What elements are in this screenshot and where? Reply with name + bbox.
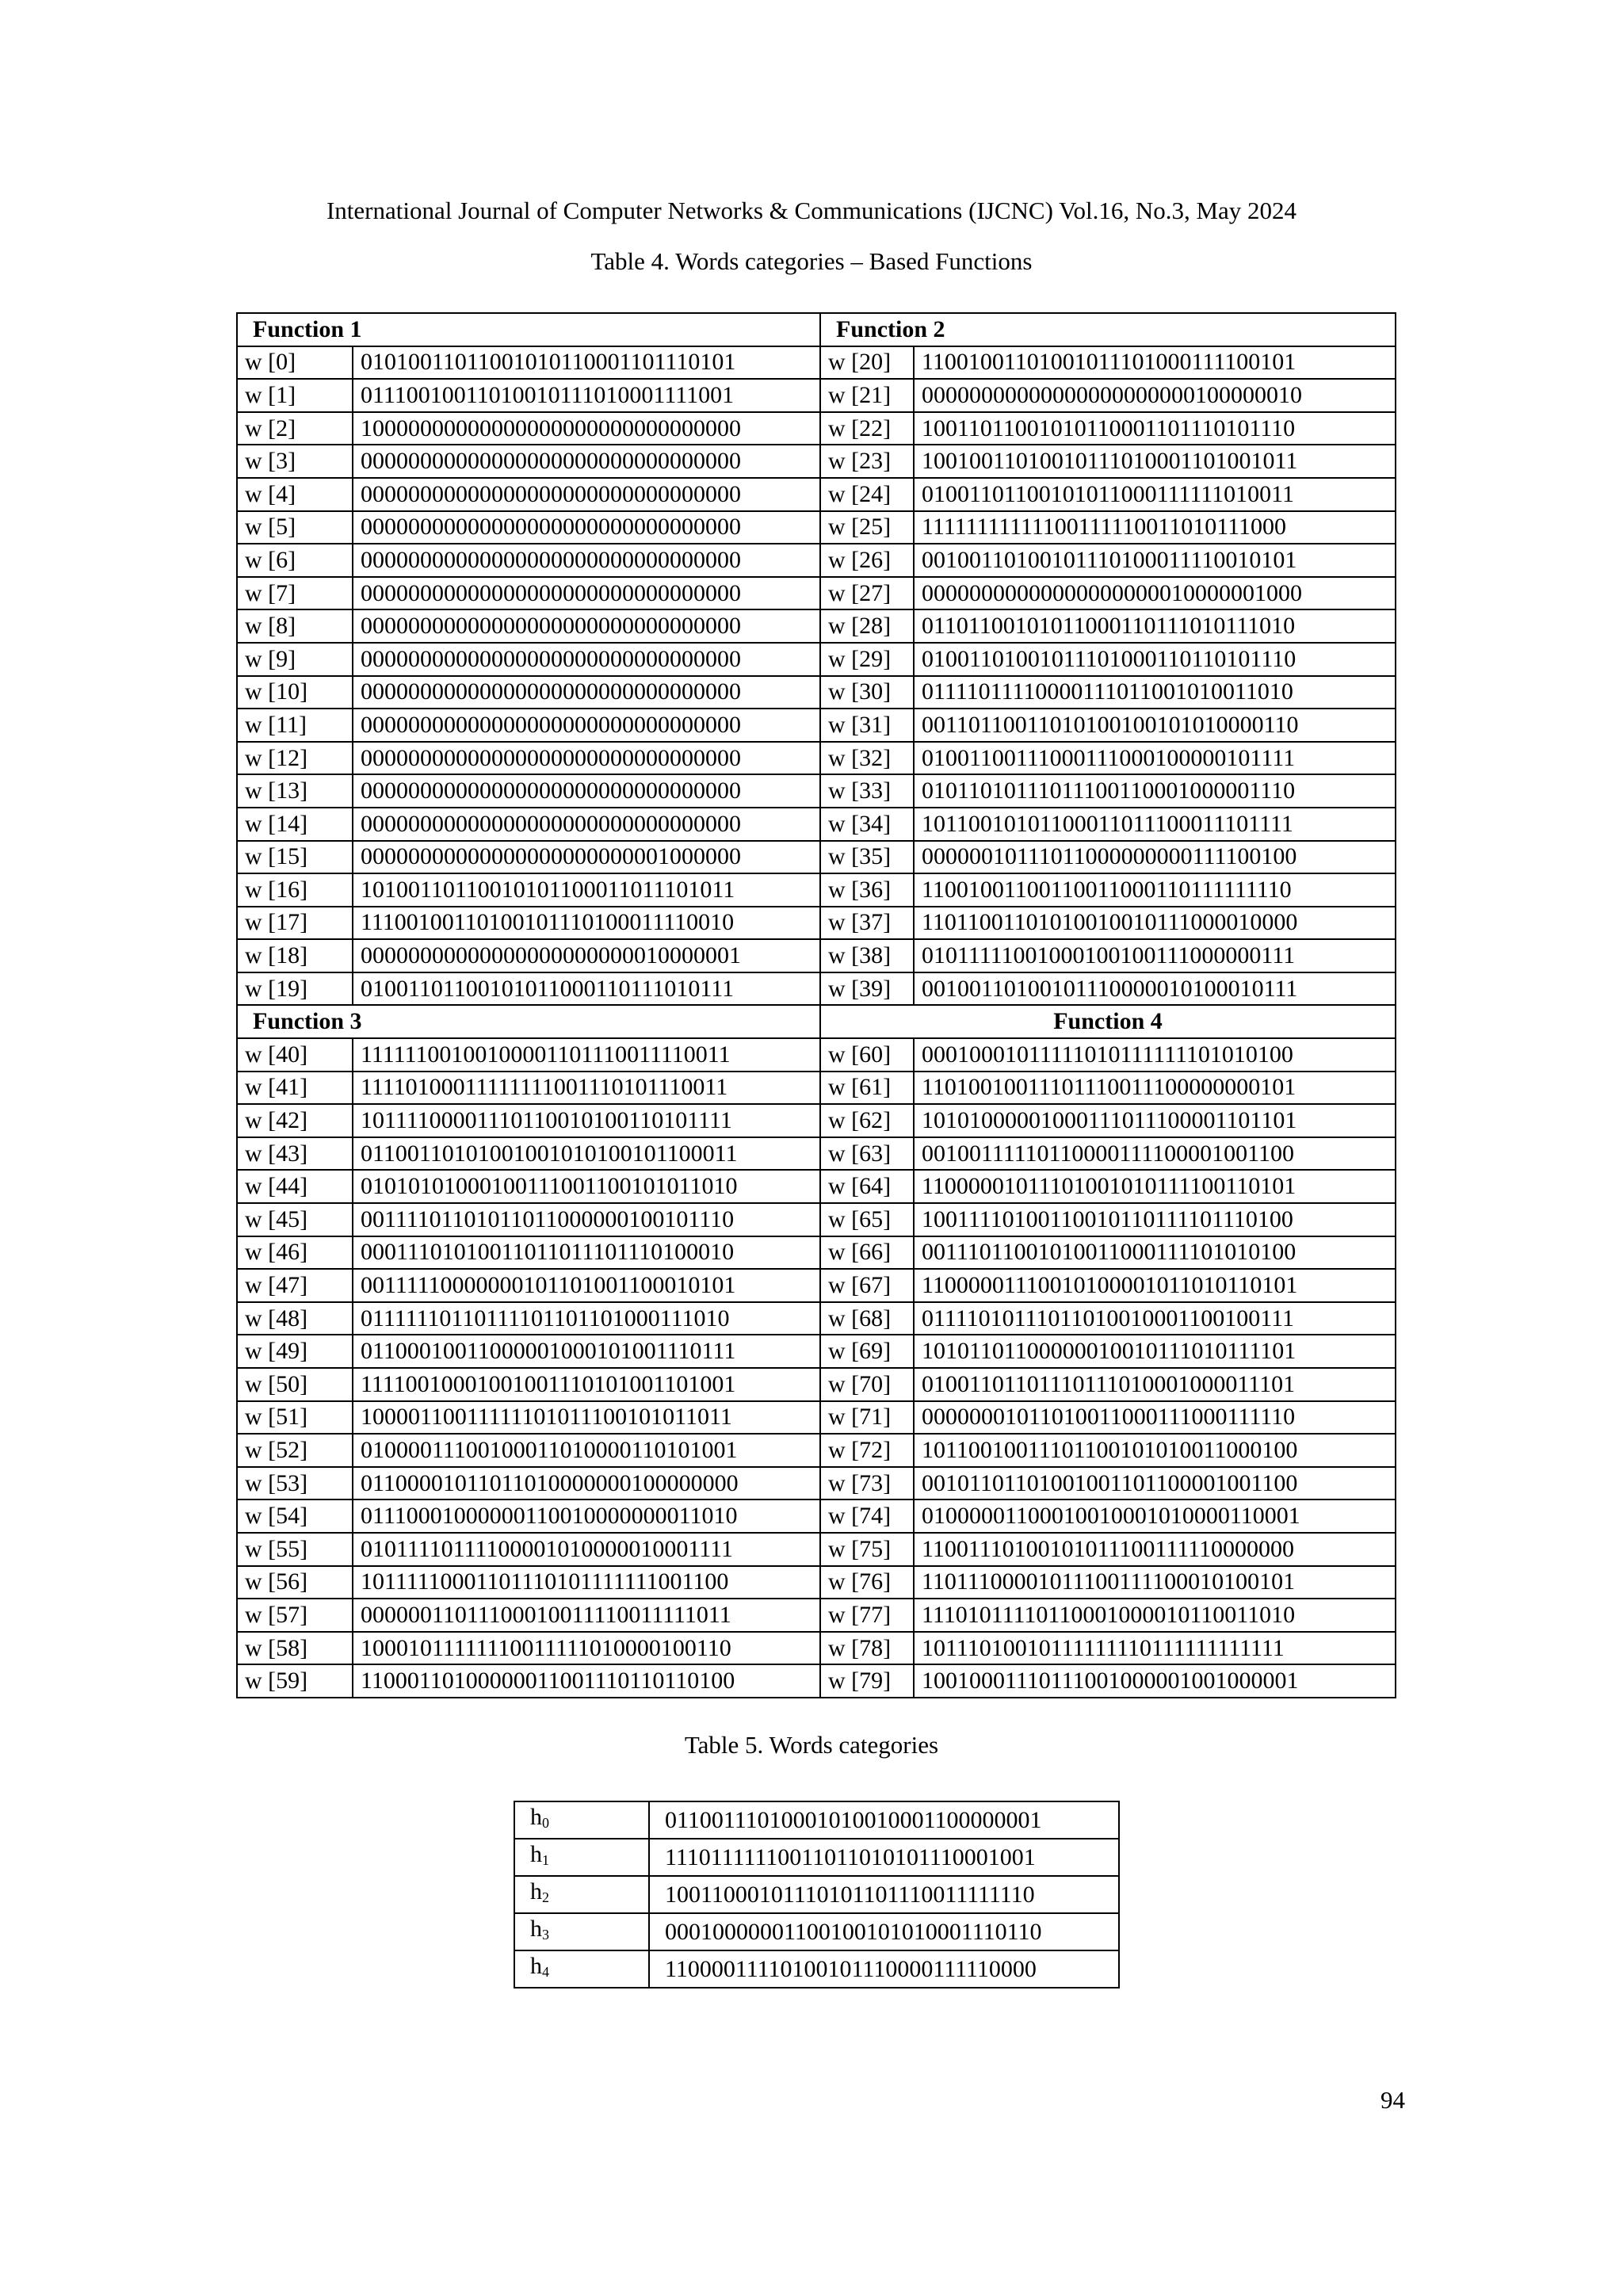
word-label: w [76]: [820, 1566, 914, 1599]
word-value: 00000000000000000000000000000000: [353, 478, 820, 511]
word-value: 00000000000000000000000000000000: [353, 577, 820, 610]
word-label: w [54]: [237, 1499, 353, 1533]
word-label: w [60]: [820, 1038, 914, 1072]
word-value: 11010010011101110011100000000101: [914, 1072, 1396, 1105]
word-value: 00000000000000000000000000000000: [353, 709, 820, 742]
table-row: [237, 1203, 1396, 1236]
hash-label: [514, 1839, 649, 1876]
word-value: 01001100111000111000100000101111: [914, 742, 1396, 775]
word-label: w [68]: [820, 1302, 914, 1335]
word-label: w [53]: [237, 1467, 353, 1500]
word-label: w [30]: [820, 676, 914, 709]
word-value: 11011100001011100111100010100101: [914, 1566, 1396, 1599]
word-value: 11100100110100101110100011110010: [353, 907, 820, 940]
word-label: w [64]: [820, 1170, 914, 1203]
table-row: [237, 1038, 1396, 1072]
function-2-header: Function 2: [820, 313, 1396, 346]
word-label: w [70]: [820, 1368, 914, 1401]
word-label: w [13]: [237, 774, 353, 808]
word-value: 01001101100101011000111111010011: [914, 478, 1396, 511]
word-value: 01010011011001010110001101110101: [353, 346, 820, 380]
word-value: 00101101101001001101100001001100: [914, 1467, 1396, 1500]
table-row: [237, 445, 1396, 478]
function-header-row: [237, 1005, 1396, 1038]
word-value: 00000000000000000000000000000000: [353, 676, 820, 709]
table-row: [237, 1368, 1396, 1401]
word-label: w [69]: [820, 1335, 914, 1368]
word-label: w [8]: [237, 609, 353, 643]
word-label: w [19]: [237, 972, 353, 1006]
table-row: [237, 1269, 1396, 1302]
table-row: [237, 478, 1396, 511]
word-label: w [52]: [237, 1434, 353, 1467]
word-value: 11001001101001011101000111100101: [914, 346, 1396, 380]
word-value: 00110110011010100100101010000110: [914, 709, 1396, 742]
table-row: [237, 609, 1396, 643]
word-value: 01100010011000001000101001110111: [353, 1335, 820, 1368]
word-value: 00000000000000000000000000000000: [353, 609, 820, 643]
word-label: w [79]: [820, 1664, 914, 1698]
word-label: w [28]: [820, 609, 914, 643]
word-value: 10110010011101100101010011000100: [914, 1434, 1396, 1467]
word-label: w [59]: [237, 1664, 353, 1698]
word-label: w [0]: [237, 346, 353, 380]
table-row: [514, 1876, 1119, 1913]
word-value: 01110001000000110010000000011010: [353, 1499, 820, 1533]
word-value: 01000001100010010001010000110001: [914, 1499, 1396, 1533]
table-row: [237, 709, 1396, 742]
word-label: w [33]: [820, 774, 914, 808]
word-value: 11000110100000011001110110110100: [353, 1664, 820, 1698]
word-value: 11101011110110001000010110011010: [914, 1599, 1396, 1632]
word-label: w [50]: [237, 1368, 353, 1401]
word-label: w [65]: [820, 1203, 914, 1236]
word-value: 10001011111110011111010000100110: [353, 1632, 820, 1665]
word-label: w [5]: [237, 511, 353, 544]
word-label: w [3]: [237, 445, 353, 478]
word-value: 10011011001010110001101110101110: [914, 412, 1396, 445]
table-row: [237, 873, 1396, 907]
table-row: [237, 379, 1396, 412]
word-label: w [48]: [237, 1302, 353, 1335]
word-label: w [78]: [820, 1632, 914, 1665]
table-row: [237, 841, 1396, 874]
word-label: w [51]: [237, 1401, 353, 1435]
table-row: [237, 1664, 1396, 1698]
word-value: 10110010101100011011100011101111: [914, 808, 1396, 841]
table-row: [237, 939, 1396, 972]
hash-label-letter: h: [530, 1953, 542, 1979]
hash-label: [514, 1876, 649, 1913]
word-label: w [71]: [820, 1401, 914, 1435]
table-row: [514, 1913, 1119, 1950]
word-value: 11001110100101011100111110000000: [914, 1533, 1396, 1566]
word-label: w [6]: [237, 544, 353, 577]
word-value: 00000000000000000000000000000000: [353, 511, 820, 544]
word-value: 10101000001000111011100001101101: [914, 1104, 1396, 1137]
table-row: [237, 1533, 1396, 1566]
table-row: [237, 346, 1396, 380]
word-label: w [12]: [237, 742, 353, 775]
word-label: w [56]: [237, 1566, 353, 1599]
word-value: 01000011100100011010000110101001: [353, 1434, 820, 1467]
word-label: w [43]: [237, 1137, 353, 1171]
word-value: 00000000000000000000000000000000: [353, 774, 820, 808]
table-row: [237, 1434, 1396, 1467]
word-value: 00100110100101110000010100010111: [914, 972, 1396, 1006]
hash-label: [514, 1913, 649, 1950]
word-label: w [23]: [820, 445, 914, 478]
word-value: 10101101100000010010111010111101: [914, 1335, 1396, 1368]
word-value: 11001001100110011000110111111110: [914, 873, 1396, 907]
word-label: w [74]: [820, 1499, 914, 1533]
hash-value: 01100111010001010010001100000001: [649, 1801, 1119, 1839]
hash-label-subscript: 1: [542, 1852, 549, 1868]
word-value: 01110010011010010111010001111001: [353, 379, 820, 412]
table-row: [237, 1137, 1396, 1171]
word-label: w [26]: [820, 544, 914, 577]
table-row: [237, 544, 1396, 577]
word-value: 10000110011111101011100101011011: [353, 1401, 820, 1435]
word-label: w [34]: [820, 808, 914, 841]
word-value: 00000000000000000000000000000000: [353, 544, 820, 577]
word-value: 11110010001001001110101001101001: [353, 1368, 820, 1401]
table4-caption: Table 4. Words categories – Based Functions: [590, 247, 1033, 275]
table-row: [237, 1236, 1396, 1270]
word-value: 11111100100100001101110011110011: [353, 1038, 820, 1072]
word-value: 01001101100101011000110111010111: [353, 972, 820, 1006]
word-value: 01011110111100001010000010001111: [353, 1533, 820, 1566]
word-label: w [25]: [820, 511, 914, 544]
table-row: [237, 972, 1396, 1006]
word-label: w [11]: [237, 709, 353, 742]
word-value: 10000000000000000000000000000000: [353, 412, 820, 445]
table-row: [237, 1104, 1396, 1137]
table-row: [237, 1072, 1396, 1105]
word-label: w [38]: [820, 939, 914, 972]
word-value: 00000000000000000000000000000000: [353, 445, 820, 478]
table5-caption: Table 5. Words categories: [684, 1731, 939, 1759]
word-label: w [35]: [820, 841, 914, 874]
word-label: w [4]: [237, 478, 353, 511]
word-value: 10010011010010111010001101001011: [914, 445, 1396, 478]
word-label: w [1]: [237, 379, 353, 412]
word-value: 01111110110111101101101000111010: [353, 1302, 820, 1335]
word-label: w [47]: [237, 1269, 353, 1302]
table-row: [237, 676, 1396, 709]
word-label: w [72]: [820, 1434, 914, 1467]
word-label: w [20]: [820, 346, 914, 380]
word-value: 01011010111011100110001000001110: [914, 774, 1396, 808]
word-label: w [40]: [237, 1038, 353, 1072]
word-label: w [14]: [237, 808, 353, 841]
word-value: 00000001011010011000111000111110: [914, 1401, 1396, 1435]
table-row: [237, 1467, 1396, 1500]
table-row: [237, 1499, 1396, 1533]
word-value: 00100110100101110100011110010101: [914, 544, 1396, 577]
word-value: 00000000000000000000000010000001: [353, 939, 820, 972]
word-label: w [42]: [237, 1104, 353, 1137]
word-label: w [75]: [820, 1533, 914, 1566]
word-label: w [31]: [820, 709, 914, 742]
table-row: [237, 412, 1396, 445]
word-value: 01001101001011101000110110101110: [914, 643, 1396, 676]
word-label: w [18]: [237, 939, 353, 972]
table-row: [237, 1599, 1396, 1632]
word-value: 11000001011101001010111100110101: [914, 1170, 1396, 1203]
word-label: w [49]: [237, 1335, 353, 1368]
function-3-header: Function 3: [237, 1005, 820, 1038]
word-label: w [66]: [820, 1236, 914, 1270]
table-row: [237, 742, 1396, 775]
hash-value: 11101111110011011010101110001001: [649, 1839, 1119, 1876]
table-row: [237, 1302, 1396, 1335]
word-label: w [2]: [237, 412, 353, 445]
word-label: w [77]: [820, 1599, 914, 1632]
word-value: 01100110101001001010100101100011: [353, 1137, 820, 1171]
table-row: [237, 511, 1396, 544]
word-value: 01111011110000111011001010011010: [914, 676, 1396, 709]
word-value: 00000000000000000000000000000000: [353, 643, 820, 676]
word-value: 01111010111011010010001100100111: [914, 1302, 1396, 1335]
words-categories-table: [514, 1801, 1120, 1988]
word-value: 01101100101011000110111010111010: [914, 609, 1396, 643]
word-label: w [17]: [237, 907, 353, 940]
word-label: w [67]: [820, 1269, 914, 1302]
word-label: w [63]: [820, 1137, 914, 1171]
hash-label-subscript: 0: [542, 1815, 549, 1831]
word-value: 10111010010111111110111111111111: [914, 1632, 1396, 1665]
word-label: w [7]: [237, 577, 353, 610]
word-value: 10100110110010101100011011101011: [353, 873, 820, 907]
word-value: 00000011011100010011110011111011: [353, 1599, 820, 1632]
word-label: w [32]: [820, 742, 914, 775]
word-label: w [61]: [820, 1072, 914, 1105]
word-label: w [73]: [820, 1467, 914, 1500]
table-row: [237, 1170, 1396, 1203]
word-value: 00111110000000101101001100010101: [353, 1269, 820, 1302]
hash-label-letter: h: [530, 1878, 542, 1904]
hash-value: 10011000101110101101110011111110: [649, 1876, 1119, 1913]
hash-label-letter: h: [530, 1841, 542, 1867]
word-value: 01001101101110111010001000011101: [914, 1368, 1396, 1401]
table-row: [237, 1335, 1396, 1368]
word-value: 00000000000000000000000000000000: [353, 742, 820, 775]
word-label: w [44]: [237, 1170, 353, 1203]
word-value: 11111111111100111110011010111000: [914, 511, 1396, 544]
table-row: [237, 808, 1396, 841]
word-value: 10111100001110110010100110101111: [353, 1104, 820, 1137]
function-4-header: Function 4: [820, 1005, 1396, 1038]
word-label: w [21]: [820, 379, 914, 412]
table-row: [237, 1632, 1396, 1665]
word-value: 01100001011011010000000100000000: [353, 1467, 820, 1500]
words-functions-table: [236, 312, 1396, 1698]
word-value: 01010101000100111001100101011010: [353, 1170, 820, 1203]
word-value: 00011101010011011011101110100010: [353, 1236, 820, 1270]
function-header-row: [237, 313, 1396, 346]
word-value: 00000000000000000000000001000000: [353, 841, 820, 874]
word-value: 00000000000000000000010000001000: [914, 577, 1396, 610]
word-value: 01011111001000100100111000000111: [914, 939, 1396, 972]
word-value: 11110100011111111001110101110011: [353, 1072, 820, 1105]
table-row: [514, 1801, 1119, 1839]
table-row: [514, 1950, 1119, 1988]
word-label: w [45]: [237, 1203, 353, 1236]
word-label: w [39]: [820, 972, 914, 1006]
word-label: w [36]: [820, 873, 914, 907]
word-value: 10010001110111001000001001000001: [914, 1664, 1396, 1698]
hash-value: 00010000001100100101010001110110: [649, 1913, 1119, 1950]
hash-label: [514, 1801, 649, 1839]
table-row: [237, 1566, 1396, 1599]
hash-value: 11000011110100101110000111110000: [649, 1950, 1119, 1988]
table-row: [237, 907, 1396, 940]
word-label: w [41]: [237, 1072, 353, 1105]
word-label: w [27]: [820, 577, 914, 610]
table-row: [237, 643, 1396, 676]
word-label: w [10]: [237, 676, 353, 709]
journal-header: International Journal of Computer Networks & Communications (IJCNC) Vol.16, No.3, May 2024: [326, 197, 1297, 224]
table-row: [514, 1839, 1119, 1876]
hash-label-subscript: 4: [542, 1964, 549, 1980]
word-label: w [22]: [820, 412, 914, 445]
word-value: 00111101101011011000000100101110: [353, 1203, 820, 1236]
word-label: w [62]: [820, 1104, 914, 1137]
word-value: 11000001110010100001011010110101: [914, 1269, 1396, 1302]
word-value: 00000010111011000000000111100100: [914, 841, 1396, 874]
word-value: 10011110100110010110111101110100: [914, 1203, 1396, 1236]
hash-label-subscript: 2: [542, 1889, 549, 1905]
hash-label: [514, 1950, 649, 1988]
hash-label-subscript: 3: [542, 1927, 549, 1943]
page-number: 94: [1381, 2086, 1405, 2114]
word-value: 00000000000000000000000100000010: [914, 379, 1396, 412]
word-label: w [29]: [820, 643, 914, 676]
word-label: w [15]: [237, 841, 353, 874]
word-value: 10111110001101110101111111001100: [353, 1566, 820, 1599]
word-value: 00100111110110000111100001001100: [914, 1137, 1396, 1171]
word-value: 11011001101010010010111000010000: [914, 907, 1396, 940]
word-value: 00010001011111010111111101010100: [914, 1038, 1396, 1072]
word-label: w [55]: [237, 1533, 353, 1566]
word-value: 00111011001010011000111101010100: [914, 1236, 1396, 1270]
function-1-header: Function 1: [237, 313, 820, 346]
word-label: w [16]: [237, 873, 353, 907]
word-value: 00000000000000000000000000000000: [353, 808, 820, 841]
table-row: [237, 774, 1396, 808]
word-label: w [37]: [820, 907, 914, 940]
word-label: w [57]: [237, 1599, 353, 1632]
hash-label-letter: h: [530, 1916, 542, 1942]
word-label: w [24]: [820, 478, 914, 511]
word-label: w [58]: [237, 1632, 353, 1665]
word-label: w [46]: [237, 1236, 353, 1270]
word-label: w [9]: [237, 643, 353, 676]
table-row: [237, 577, 1396, 610]
table-row: [237, 1401, 1396, 1435]
hash-label-letter: h: [530, 1804, 542, 1830]
